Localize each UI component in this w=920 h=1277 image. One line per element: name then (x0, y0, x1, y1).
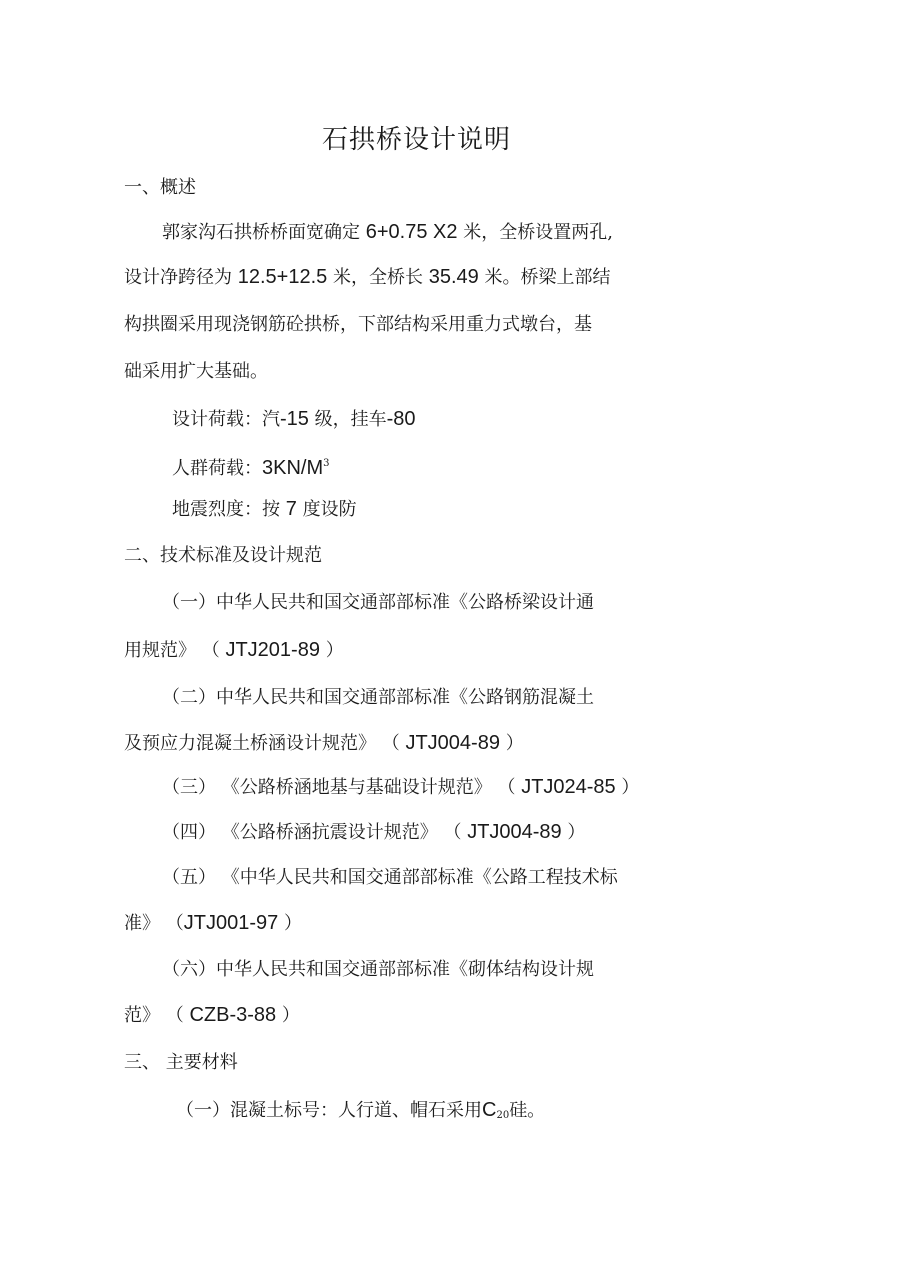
span-value: 12.5+12.5 (237, 266, 328, 288)
standard-code: JTJ024-85 (521, 776, 616, 798)
text-span: 地震烈度：按 (172, 499, 280, 520)
text-span: 级，挂车 (314, 409, 387, 430)
text-span: （四） 《公路桥涵抗震设计规范》 （ (162, 822, 462, 843)
text-span: （三） 《公路桥涵地基与基础设计规范》 （ (162, 777, 516, 798)
text-span: ） (505, 733, 524, 754)
standard-item: （五） 《中华人民共和国交通部部标准《公路工程技术标 (162, 867, 618, 888)
standard-item-cont (124, 911, 302, 936)
text-span: 米，全桥长 (333, 267, 423, 288)
text-span: 设计净跨径为 (124, 267, 232, 288)
text-span: 设计荷载：汽 (172, 409, 280, 430)
text-span: 人群荷载： (172, 458, 262, 479)
standard-item-cont (124, 1003, 300, 1028)
page-title: 石拱桥设计说明 (322, 125, 512, 155)
standard-item: （二）中华人民共和国交通部部标准《公路钢筋混凝土 (162, 687, 594, 708)
text-span: 硅。 (509, 1100, 546, 1121)
text-span: 度设防 (302, 499, 357, 520)
load-value: -15 (280, 408, 309, 430)
seismic-line (172, 497, 357, 522)
length-value: 35.49 (428, 266, 479, 288)
standard-item (162, 775, 639, 800)
section-heading-overview: 一、概述 (124, 177, 196, 198)
subscript: 20 (496, 1110, 510, 1121)
concrete-grade: C (482, 1099, 497, 1121)
standard-item (162, 820, 585, 845)
standard-code: JTJ004-89 (405, 732, 500, 754)
text-span: 郭家沟石拱桥桥面宽确定 (162, 222, 360, 243)
text-span: 及预应力混凝土桥涵设计规范》 （ (124, 733, 400, 754)
text-span: ） (283, 913, 302, 934)
width-value: 6+0.75 X2 (365, 221, 458, 243)
standard-code: JTJ001-97 (183, 912, 279, 934)
standard-item-cont (124, 638, 344, 663)
superscript: 3 (323, 458, 330, 469)
text-span: （一）混凝土标号：人行道、帽石采用 (176, 1100, 482, 1121)
standard-item: （一）中华人民共和国交通部部标准《公路桥梁设计通 (162, 592, 594, 613)
standard-code: JTJ004-89 (467, 821, 562, 843)
text-span: ） (281, 1005, 300, 1026)
text-span: 用规范》 （ (124, 640, 220, 661)
paragraph-line: 构拱圈采用现浇钢筋砼拱桥，下部结构采用重力式墩台，基 (124, 314, 592, 335)
paragraph-line (162, 220, 613, 245)
text-span: ） (567, 822, 586, 843)
intensity-value: 7 (285, 498, 297, 520)
text-span: 范》 （ (124, 1005, 184, 1026)
standard-code: CZB-3-88 (189, 1004, 277, 1026)
design-load-line (172, 407, 416, 432)
text-span: ） (621, 777, 640, 798)
paragraph-line: 础采用扩大基础。 (124, 361, 268, 382)
text-span: 准》 （ (124, 913, 184, 934)
standard-item: （六）中华人民共和国交通部部标准《砌体结构设计规 (162, 959, 594, 980)
paragraph-line (124, 265, 611, 290)
crowd-load-line (172, 452, 330, 481)
text-span: ） (325, 640, 344, 661)
material-item (176, 1098, 545, 1128)
text-span: 米，全桥设置两孔, (463, 222, 613, 243)
trailer-value: -80 (386, 408, 416, 430)
text-span: 米。桥梁上部结 (484, 267, 611, 288)
standard-code: JTJ201-89 (225, 639, 320, 661)
crowd-value: 3KN/M (262, 457, 324, 479)
section-heading-materials: 三、 主要材料 (124, 1052, 238, 1073)
section-heading-standards: 二、技术标准及设计规范 (124, 545, 322, 566)
standard-item-cont (124, 731, 524, 756)
